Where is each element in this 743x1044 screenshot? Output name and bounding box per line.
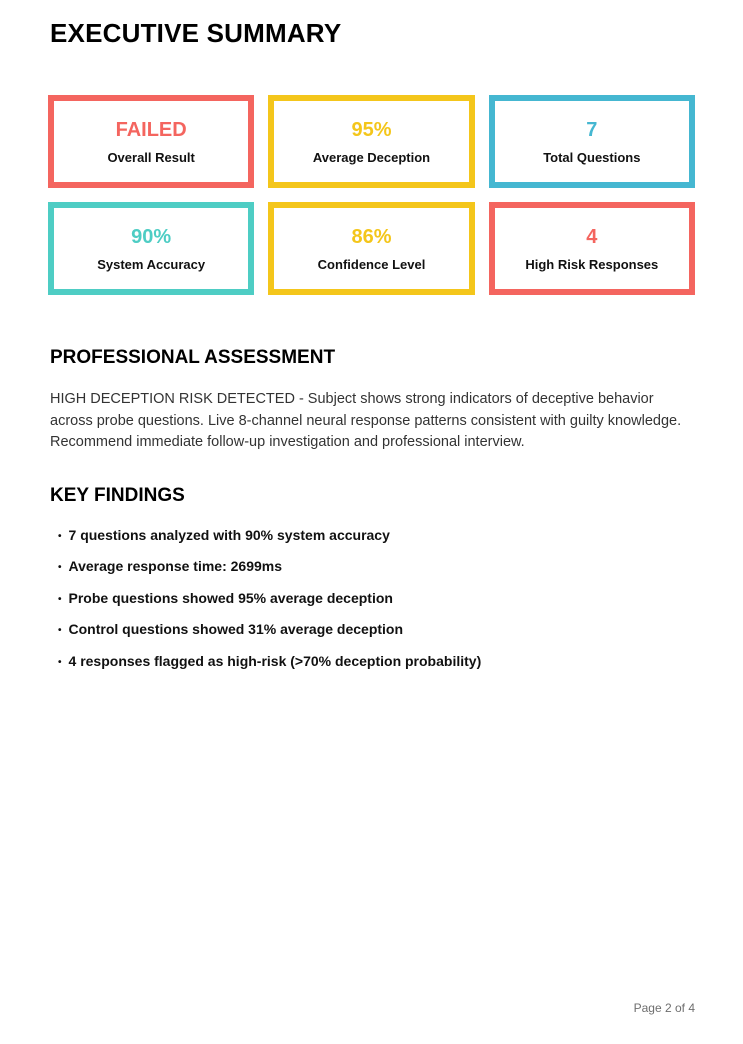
page-title: EXECUTIVE SUMMARY <box>50 18 342 48</box>
key-finding-item <box>58 558 693 577</box>
key-finding-text: Average response time: 2699ms <box>68 558 282 574</box>
bullet-icon: • <box>58 562 62 573</box>
stat-card-label: Total Questions <box>543 149 641 165</box>
stat-card-label: Average Deception <box>312 149 431 165</box>
key-finding-text: Control questions showed 31% average deception <box>68 621 404 637</box>
stat-card <box>268 95 474 188</box>
page-number: Page 2 of 4 <box>633 1001 695 1015</box>
stat-card <box>489 95 695 188</box>
stat-card <box>48 202 254 295</box>
bullet-icon: • <box>58 656 62 668</box>
key-finding-text: 7 questions analyzed with 90% system accuracy <box>68 526 390 543</box>
bullet-icon: • <box>58 530 62 542</box>
key-finding-item <box>58 590 693 609</box>
bullet-icon: • <box>58 593 62 605</box>
stat-card-value: 4 <box>586 225 598 248</box>
key-finding-item <box>58 621 693 640</box>
stat-card-label: Overall Result <box>107 149 195 165</box>
stat-card-value: 86% <box>351 225 392 248</box>
stat-card <box>489 202 695 295</box>
stat-card-label: Confidence Level <box>317 256 426 272</box>
key-finding-text: 4 responses flagged as high-risk (>70% deception probability) <box>68 652 482 669</box>
stat-card-value: FAILED <box>115 118 187 141</box>
stat-card <box>48 95 254 188</box>
bullet-icon: • <box>58 625 62 636</box>
stat-card-value: 7 <box>586 118 598 141</box>
summary-card-grid <box>48 95 695 295</box>
professional-assessment-text: HIGH DECEPTION RISK DETECTED - Subject shows strong indicators of deceptive behavior across probe questions. Live 8-channel neural response patterns consistent with guilty knowledge. Recommend immediate follow-up investigation and professional interview. <box>50 391 682 450</box>
stat-card-label: High Risk Responses <box>525 256 659 272</box>
key-findings-heading: KEY FINDINGS <box>50 484 185 506</box>
stat-card-value: 90% <box>131 225 172 248</box>
key-finding-item <box>58 653 693 672</box>
stat-card-label: System Accuracy <box>97 256 206 272</box>
key-findings-list <box>58 527 693 672</box>
stat-card <box>268 202 474 295</box>
professional-assessment-heading: PROFESSIONAL ASSESSMENT <box>50 347 336 368</box>
key-finding-text: Probe questions showed 95% average deception <box>68 589 393 606</box>
key-finding-item <box>58 527 693 546</box>
stat-card-value: 95% <box>351 118 392 141</box>
